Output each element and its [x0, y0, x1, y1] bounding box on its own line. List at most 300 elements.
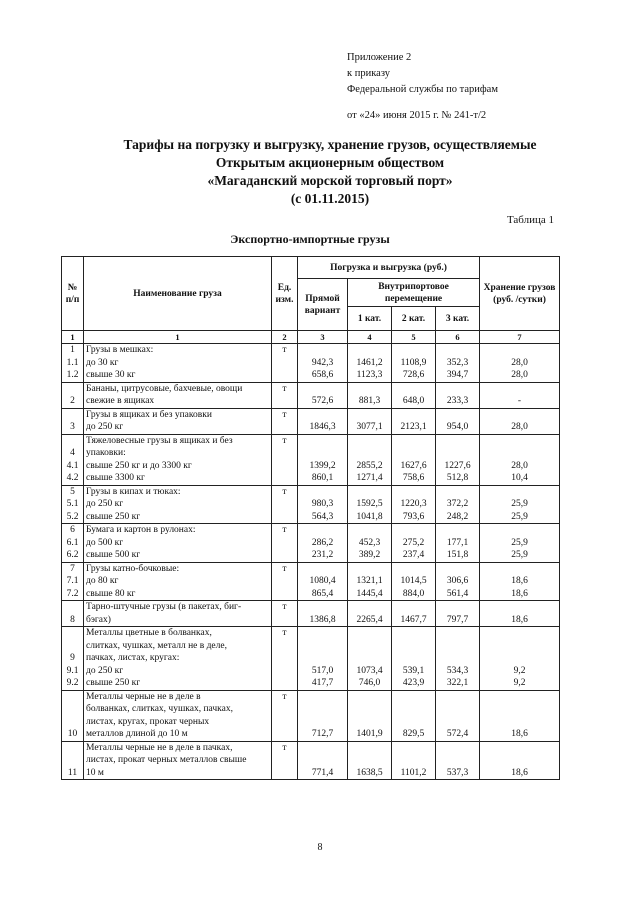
- cat2-value-line: 758,6: [402, 473, 425, 483]
- cat3-value: [436, 382, 480, 408]
- header-no: № п/п: [62, 257, 84, 331]
- cat3-value-line: [438, 716, 477, 729]
- cat1-value: [348, 627, 392, 691]
- cat3-value-line: 248,2: [446, 511, 469, 522]
- cat3-value-line: [438, 640, 477, 653]
- table-subtitle: Экспортно-импортные грузы: [230, 232, 390, 246]
- cat2-value-line: [394, 640, 433, 653]
- row-number-line: 6.1: [66, 537, 79, 548]
- cat3-value: [436, 485, 480, 524]
- cat3-value-line: [438, 486, 477, 499]
- cat3-value-line: [438, 754, 477, 767]
- cat2-value-line: 1627,6: [400, 460, 427, 471]
- direct-value-line: 1080,4: [309, 576, 336, 586]
- cat3-value: [436, 627, 480, 691]
- row-number-line: 5: [70, 486, 75, 497]
- cargo-name-line: до 250 кг: [86, 422, 124, 432]
- table-row: [62, 408, 560, 434]
- row-number-line: [64, 435, 81, 448]
- cargo-name-line: металлов длиной до 10 м: [86, 729, 188, 739]
- storage-value: [480, 408, 560, 434]
- direct-value: [298, 690, 348, 741]
- cargo-name-line: до 80 кг: [86, 576, 119, 586]
- storage-value-line: 25,9: [511, 499, 528, 509]
- storage-value-line: 18,6: [511, 729, 528, 739]
- cargo-name-line: Грузы катно-бочковые:: [86, 563, 180, 574]
- cat3-value-line: [438, 691, 477, 704]
- cat3-value-line: 233,3: [446, 396, 469, 406]
- cat2-value-line: 1014,5: [400, 576, 427, 586]
- row-number: [62, 344, 84, 383]
- cargo-name: [84, 408, 272, 434]
- direct-value-line: [300, 601, 345, 614]
- cat2-value: [392, 434, 436, 485]
- cat2-value: [392, 344, 436, 383]
- cat2-value-line: [394, 742, 433, 755]
- cat1-value-line: [350, 563, 389, 576]
- column-number: 2: [272, 331, 298, 344]
- direct-value-line: [300, 716, 345, 729]
- cat2-value-line: 539,1: [402, 665, 425, 676]
- direct-value-line: 1846,3: [309, 422, 336, 432]
- direct-value-line: [300, 742, 345, 755]
- cat3-value: [436, 741, 480, 780]
- direct-value-line: [300, 703, 345, 716]
- unit-cell: т: [272, 485, 298, 524]
- direct-value-line: 980,3: [311, 499, 334, 509]
- row-number-line: 1.1: [66, 357, 79, 368]
- row-number: [62, 741, 84, 780]
- row-number-line: 5.1: [66, 499, 79, 509]
- row-number-line: 4: [70, 448, 75, 458]
- cargo-name-line: Бананы, цитрусовые, бахчевые, овощи: [86, 383, 243, 394]
- cat3-value-line: 372,2: [446, 499, 469, 509]
- header-unit: Ед. изм.: [272, 257, 298, 331]
- cat2-value-line: 2123,1: [400, 422, 427, 432]
- cat2-value-line: [394, 601, 433, 614]
- row-number-line: [64, 627, 81, 640]
- table-row: [62, 382, 560, 408]
- row-number-line: [64, 383, 81, 396]
- cat3-value-line: [438, 652, 477, 665]
- cat3-value: [436, 524, 480, 563]
- storage-value-line: [482, 601, 557, 614]
- row-number: [62, 690, 84, 741]
- row-number-line: 4.2: [66, 473, 79, 483]
- cargo-name-line: Тяжеловесные грузы в ящиках и без: [86, 435, 233, 446]
- header-loading: Погрузка и выгрузка (руб.): [298, 257, 480, 279]
- cat2-value: [392, 562, 436, 601]
- cat1-value: [348, 382, 392, 408]
- storage-value: [480, 741, 560, 780]
- direct-value-line: 865,4: [311, 588, 334, 599]
- row-number: [62, 408, 84, 434]
- cargo-name-line: Тарно-штучные грузы (в пакетах, биг-: [86, 602, 242, 612]
- table-row: [62, 434, 560, 485]
- cat2-value-line: [394, 409, 433, 422]
- cat1-value-line: 1073,4: [356, 665, 383, 676]
- cargo-name-line: листах, прокат черных металлов свыше: [86, 755, 247, 765]
- header-storage: Хранение грузов (руб. /сутки): [480, 257, 560, 331]
- appendix-line: Федеральной службы по тарифам: [347, 84, 498, 95]
- cat2-value: [392, 601, 436, 627]
- storage-value-line: 25,9: [511, 537, 528, 548]
- cat3-value-line: 512,8: [446, 473, 469, 483]
- storage-value: [480, 382, 560, 408]
- storage-value-line: [482, 435, 557, 448]
- cat1-value-line: [350, 409, 389, 422]
- direct-value: [298, 382, 348, 408]
- tariff-table: [61, 256, 560, 780]
- cat1-value-line: 1321,1: [356, 576, 383, 586]
- direct-value: [298, 344, 348, 383]
- title-line: Тарифы на погрузку и выгрузку, хранение грузов, осуществляемые: [123, 137, 537, 152]
- cat3-value-line: 177,1: [446, 537, 469, 548]
- cargo-name-line: бэгах): [86, 614, 111, 625]
- storage-value-line: 10,4: [511, 473, 528, 483]
- cat1-value-line: 1592,5: [356, 499, 383, 509]
- storage-value-line: 18,6: [511, 588, 528, 599]
- cat1-value: [348, 524, 392, 563]
- cat1-value-line: 2265,4: [356, 614, 383, 625]
- table-row: [62, 485, 560, 524]
- cargo-name-line: 10 м: [86, 767, 104, 778]
- row-number-line: 5.2: [66, 511, 79, 522]
- direct-value-line: 564,3: [311, 511, 334, 522]
- cargo-name-line: свыше 30 кг: [86, 370, 136, 380]
- title-line: «Магаданский морской торговый порт»: [207, 173, 453, 188]
- cat2-value-line: 728,6: [402, 370, 425, 380]
- direct-value-line: 286,2: [311, 537, 334, 548]
- storage-value-line: [482, 691, 557, 704]
- row-number-line: 9.2: [66, 678, 79, 688]
- storage-value-line: [482, 652, 557, 665]
- direct-value-line: [300, 447, 345, 460]
- row-number-line: 1.2: [66, 370, 79, 380]
- cat2-value-line: [394, 524, 433, 537]
- cat2-value-line: 1220,3: [400, 499, 427, 509]
- cargo-name: [84, 485, 272, 524]
- header-name: Наименование груза: [84, 257, 272, 331]
- cat3-value: [436, 344, 480, 383]
- cat2-value-line: 793,6: [402, 511, 425, 522]
- header-cat1: 1 кат.: [348, 307, 392, 331]
- cat1-value-line: [350, 486, 389, 499]
- header-cat3: 3 кат.: [436, 307, 480, 331]
- cat2-value: [392, 690, 436, 741]
- cat3-value-line: 537,3: [446, 767, 469, 778]
- cat3-value: [436, 562, 480, 601]
- cat2-value: [392, 524, 436, 563]
- cargo-name: [84, 562, 272, 601]
- storage-value: [480, 562, 560, 601]
- appendix-date: от «24» июня 2015 г. № 241-т/2: [347, 110, 487, 121]
- direct-value-line: 771,4: [311, 767, 334, 778]
- direct-value-line: [300, 563, 345, 576]
- direct-value-line: 658,6: [311, 370, 334, 380]
- row-number-line: 7: [70, 563, 75, 574]
- direct-value-line: 1399,2: [309, 460, 336, 471]
- column-number: 7: [480, 331, 560, 344]
- cat3-value-line: 322,1: [446, 678, 469, 688]
- cat2-value-line: [394, 703, 433, 716]
- cat1-value-line: 1123,3: [356, 370, 383, 380]
- direct-value-line: [300, 524, 345, 537]
- cargo-name-line: свежие в ящиках: [86, 396, 155, 406]
- cat2-value-line: 237,4: [402, 550, 425, 560]
- cargo-name-line: болванках, слитках, чушках, пачках,: [86, 704, 233, 714]
- storage-value-line: 9,2: [513, 665, 526, 676]
- cat3-value: [436, 408, 480, 434]
- cargo-name: [84, 434, 272, 485]
- cargo-name-line: до 250 кг: [86, 499, 124, 509]
- table-row: [62, 562, 560, 601]
- unit-cell: т: [272, 627, 298, 691]
- storage-value: [480, 601, 560, 627]
- cat3-value-line: [438, 383, 477, 396]
- table-label: Таблица 1: [506, 214, 554, 226]
- storage-value-line: 28,0: [511, 357, 528, 368]
- cat2-value-line: 1467,7: [400, 614, 427, 625]
- cat1-value-line: [350, 716, 389, 729]
- storage-value-line: [482, 640, 557, 653]
- unit-cell: т: [272, 344, 298, 383]
- cat1-value-line: 1461,2: [356, 357, 383, 368]
- storage-value-line: [482, 563, 557, 576]
- row-number-line: [64, 703, 81, 716]
- cat1-value: [348, 485, 392, 524]
- direct-value-line: [300, 640, 345, 653]
- cat1-value: [348, 601, 392, 627]
- title-line: (с 01.11.2015): [290, 191, 370, 206]
- column-number: 6: [436, 331, 480, 344]
- row-number-line: [64, 601, 81, 614]
- unit-cell: т: [272, 382, 298, 408]
- row-number-line: [64, 716, 81, 729]
- storage-value: [480, 524, 560, 563]
- row-number: [62, 601, 84, 627]
- cargo-name-line: до 250 кг: [86, 665, 124, 676]
- storage-value: [480, 627, 560, 691]
- unit-cell: т: [272, 601, 298, 627]
- table-row: [62, 690, 560, 741]
- direct-value-line: [300, 652, 345, 665]
- cat3-value-line: [438, 344, 477, 357]
- storage-value-line: 28,0: [511, 370, 528, 380]
- cat1-value-line: 1041,8: [356, 511, 383, 522]
- direct-value-line: 942,3: [311, 357, 334, 368]
- appendix-line: Приложение 2: [347, 52, 412, 63]
- direct-value-line: 417,7: [311, 678, 334, 688]
- cat2-value: [392, 485, 436, 524]
- cat3-value-line: [438, 409, 477, 422]
- cat3-value-line: [438, 742, 477, 755]
- row-number-line: [64, 409, 81, 422]
- cargo-name-line: свыше 80 кг: [86, 588, 136, 599]
- cat3-value-line: 561,4: [446, 588, 469, 599]
- cat1-value-line: [350, 754, 389, 767]
- direct-value-line: [300, 435, 345, 448]
- storage-value-line: 18,6: [511, 614, 528, 625]
- row-number: [62, 524, 84, 563]
- cargo-name-line: свыше 250 кг: [86, 511, 141, 522]
- cat3-value-line: [438, 435, 477, 448]
- cat3-value-line: [438, 524, 477, 537]
- cat2-value-line: [394, 652, 433, 665]
- cargo-name: [84, 627, 272, 691]
- direct-value-line: 860,1: [311, 473, 334, 483]
- cat1-value: [348, 408, 392, 434]
- cat3-value: [436, 601, 480, 627]
- row-number: [62, 485, 84, 524]
- storage-value-line: 18,6: [511, 767, 528, 778]
- cargo-name-line: Металлы черные не в деле в: [86, 691, 201, 702]
- storage-value-line: -: [517, 396, 522, 406]
- cat2-value-line: [394, 486, 433, 499]
- row-number-line: 11: [67, 767, 78, 778]
- row-number-line: 2: [70, 396, 75, 406]
- storage-value-line: [482, 486, 557, 499]
- cat1-value-line: 881,3: [358, 396, 381, 406]
- document-title: [60, 136, 600, 208]
- cat3-value-line: [438, 627, 477, 640]
- cat1-value-line: [350, 627, 389, 640]
- direct-value: [298, 434, 348, 485]
- storage-value: [480, 485, 560, 524]
- cat2-value: [392, 627, 436, 691]
- cargo-name-line: свыше 3300 кг: [86, 473, 145, 483]
- cat1-value-line: [350, 435, 389, 448]
- row-number: [62, 562, 84, 601]
- storage-value-line: [482, 754, 557, 767]
- storage-value: [480, 344, 560, 383]
- row-number-line: 7.1: [66, 576, 79, 586]
- header-internal: Внутрипортовое перемещение: [348, 279, 480, 307]
- cat3-value-line: 572,4: [446, 729, 469, 739]
- cargo-name: [84, 690, 272, 741]
- cat1-value-line: 1401,9: [356, 729, 383, 739]
- cargo-name-line: пачках, листах, кругах:: [86, 653, 180, 663]
- cat2-value: [392, 741, 436, 780]
- row-number-line: [64, 742, 81, 755]
- storage-value-line: 28,0: [511, 460, 528, 471]
- direct-value-line: 231,2: [311, 550, 334, 560]
- cargo-name: [84, 741, 272, 780]
- cat1-value-line: [350, 383, 389, 396]
- row-number-line: 1: [70, 345, 75, 355]
- storage-value-line: [482, 627, 557, 640]
- unit-cell: т: [272, 562, 298, 601]
- cat1-value: [348, 690, 392, 741]
- direct-value-line: [300, 344, 345, 357]
- unit-cell: т: [272, 408, 298, 434]
- cargo-name-line: упаковки:: [86, 448, 126, 458]
- cat3-value-line: [438, 703, 477, 716]
- row-number-line: 9.1: [66, 665, 79, 676]
- cat1-value: [348, 562, 392, 601]
- direct-value-line: [300, 627, 345, 640]
- cat2-value-line: 423,9: [402, 678, 425, 688]
- direct-value: [298, 741, 348, 780]
- row-number-line: 6: [70, 525, 75, 535]
- column-number: 1: [62, 331, 84, 344]
- storage-value-line: [482, 703, 557, 716]
- cat3-value-line: 352,3: [446, 357, 469, 368]
- column-number: 3: [298, 331, 348, 344]
- direct-value-line: 572,6: [311, 396, 334, 406]
- row-number-line: 8: [70, 614, 75, 625]
- unit-cell: т: [272, 741, 298, 780]
- cat1-value-line: [350, 703, 389, 716]
- direct-value: [298, 524, 348, 563]
- direct-value-line: 1386,8: [309, 614, 336, 625]
- cargo-name-line: свыше 250 кг и до 3300 кг: [86, 460, 192, 471]
- row-number-line: 9: [70, 653, 75, 663]
- cat2-value-line: 1101,2: [400, 767, 427, 778]
- cat1-value-line: 389,2: [358, 550, 381, 560]
- cat2-value-line: [394, 754, 433, 767]
- cargo-name-line: Бумага и картон в рулонах:: [86, 525, 196, 535]
- cargo-name: [84, 601, 272, 627]
- cat1-value: [348, 741, 392, 780]
- cat2-value-line: [394, 344, 433, 357]
- storage-value-line: [482, 344, 557, 357]
- cat2-value-line: [394, 627, 433, 640]
- cat1-value-line: [350, 742, 389, 755]
- cargo-name-line: листах, кругах, прокат черных: [86, 716, 210, 727]
- cat2-value-line: [394, 563, 433, 576]
- unit-cell: т: [272, 690, 298, 741]
- cargo-name-line: свыше 500 кг: [86, 550, 141, 560]
- row-number-line: 6.2: [66, 550, 79, 560]
- cargo-name-line: свыше 250 кг: [86, 678, 141, 688]
- storage-value-line: 25,9: [511, 511, 528, 522]
- table-row: [62, 601, 560, 627]
- cargo-name-line: Металлы черные не в деле в пачках,: [86, 742, 233, 753]
- appendix-block: [347, 50, 498, 124]
- table-row: [62, 344, 560, 383]
- cat3-value-line: 1227,6: [444, 460, 471, 471]
- cat1-value-line: 1638,5: [356, 767, 383, 778]
- cat1-value-line: 1445,4: [356, 588, 383, 599]
- cat1-value-line: 452,3: [358, 537, 381, 548]
- cat2-value: [392, 408, 436, 434]
- direct-value-line: 712,7: [311, 729, 334, 739]
- storage-value-line: [482, 409, 557, 422]
- row-number-line: [64, 691, 81, 704]
- row-number-line: 7.2: [66, 588, 79, 599]
- row-number: [62, 434, 84, 485]
- storage-value-line: [482, 447, 557, 460]
- cat1-value-line: [350, 344, 389, 357]
- direct-value: [298, 601, 348, 627]
- cat3-value: [436, 690, 480, 741]
- direct-value-line: [300, 383, 345, 396]
- direct-value: [298, 485, 348, 524]
- cat1-value: [348, 434, 392, 485]
- cat3-value-line: 151,8: [446, 550, 469, 560]
- cargo-name-line: слитках, чушках, металл не в деле,: [86, 640, 227, 651]
- cat3-value: [436, 434, 480, 485]
- cat3-value-line: 797,7: [446, 614, 469, 625]
- cat3-value-line: 394,7: [446, 370, 469, 380]
- row-number-line: [64, 754, 81, 767]
- direct-value: [298, 562, 348, 601]
- storage-value-line: [482, 742, 557, 755]
- cat1-value-line: [350, 640, 389, 653]
- cat1-value-line: 746,0: [358, 678, 381, 688]
- storage-value-line: 25,9: [511, 550, 528, 560]
